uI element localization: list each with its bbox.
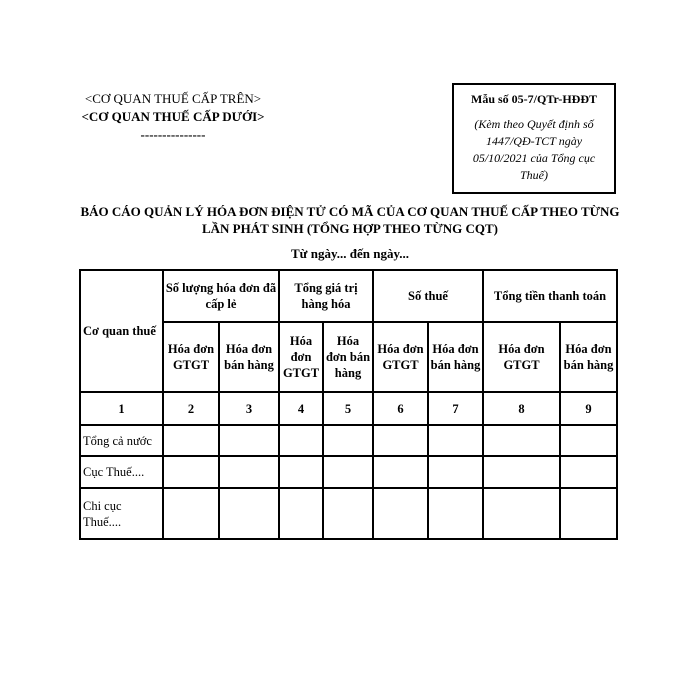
report-table bbox=[79, 269, 618, 540]
empty-cell bbox=[560, 425, 617, 456]
empty-cell bbox=[279, 488, 323, 539]
subheader-cell: Hóa đơn GTGT bbox=[163, 322, 219, 392]
group-header-row bbox=[80, 270, 617, 322]
column-number: 1 bbox=[80, 392, 163, 425]
form-code-box bbox=[452, 83, 616, 194]
upper-agency-name: <CƠ QUAN THUẾ CẤP TRÊN> bbox=[84, 91, 262, 106]
empty-cell bbox=[560, 488, 617, 539]
subheader-cell: Hóa đơn bán hàng bbox=[560, 322, 617, 392]
empty-cell bbox=[163, 425, 219, 456]
empty-cell bbox=[560, 456, 617, 488]
empty-cell bbox=[483, 425, 560, 456]
empty-cell bbox=[428, 425, 483, 456]
empty-cell bbox=[428, 488, 483, 539]
row-label-nationwide: Tổng cả nước bbox=[80, 425, 163, 456]
empty-cell bbox=[373, 456, 428, 488]
empty-cell bbox=[373, 488, 428, 539]
column-number: 8 bbox=[483, 392, 560, 425]
row-label-tax-sub-department: Chi cục Thuế.... bbox=[80, 488, 163, 539]
empty-cell bbox=[163, 456, 219, 488]
lower-agency-name: <CƠ QUAN THUẾ CẤP DƯỚI> bbox=[81, 109, 265, 124]
table-row bbox=[80, 456, 617, 488]
row-label-tax-department: Cục Thuế.... bbox=[80, 456, 163, 488]
column-number: 5 bbox=[323, 392, 373, 425]
column-number-row bbox=[80, 392, 617, 425]
group-header-invoice-count: Số lượng hóa đơn đã cấp lẻ bbox=[163, 270, 279, 322]
empty-cell bbox=[219, 456, 279, 488]
column-number: 7 bbox=[428, 392, 483, 425]
subheader-cell: Hóa đơn bán hàng bbox=[323, 322, 373, 392]
form-code: Mẫu số 05-7/QTr-HĐĐT bbox=[471, 92, 597, 106]
empty-cell bbox=[373, 425, 428, 456]
empty-cell bbox=[219, 425, 279, 456]
column-number: 6 bbox=[373, 392, 428, 425]
empty-cell bbox=[279, 456, 323, 488]
column-number: 3 bbox=[219, 392, 279, 425]
empty-cell bbox=[219, 488, 279, 539]
subheader-cell: Hóa đơn GTGT bbox=[279, 322, 323, 392]
table-row bbox=[80, 425, 617, 456]
empty-cell bbox=[483, 456, 560, 488]
report-period: Từ ngày... đến ngày... bbox=[291, 246, 409, 261]
subheader-cell: Hóa đơn GTGT bbox=[483, 322, 560, 392]
form-reference: (Kèm theo Quyết định số 1447/QĐ-TCT ngày 05/10/2021 của Tổng cục Thuế) bbox=[472, 117, 596, 182]
subheader-cell: Hóa đơn bán hàng bbox=[428, 322, 483, 392]
subheader-cell: Hóa đơn bán hàng bbox=[219, 322, 279, 392]
empty-cell bbox=[279, 425, 323, 456]
table-row bbox=[80, 488, 617, 539]
column-number: 4 bbox=[279, 392, 323, 425]
empty-cell bbox=[428, 456, 483, 488]
subheader-cell: Hóa đơn GTGT bbox=[373, 322, 428, 392]
empty-cell bbox=[323, 456, 373, 488]
group-header-total-payment: Tổng tiền thanh toán bbox=[483, 270, 617, 322]
empty-cell bbox=[323, 488, 373, 539]
group-header-tax-amount: Số thuế bbox=[373, 270, 483, 322]
empty-cell bbox=[323, 425, 373, 456]
empty-cell bbox=[163, 488, 219, 539]
group-header-goods-value: Tổng giá trị hàng hóa bbox=[279, 270, 373, 322]
issuing-agency-block bbox=[78, 90, 268, 144]
col-header-agency: Cơ quan thuế bbox=[80, 270, 163, 392]
column-number: 2 bbox=[163, 392, 219, 425]
empty-cell bbox=[483, 488, 560, 539]
separator-line: --------------- bbox=[140, 127, 206, 142]
report-title: BÁO CÁO QUẢN LÝ HÓA ĐƠN ĐIỆN TỬ CÓ MÃ CỦA CƠ QUAN THUẾ CẤP THEO TỪNG LẦN PHÁT SINH (TỔNG HỢP THEO TỪNG CQT) bbox=[80, 204, 620, 236]
column-number: 9 bbox=[560, 392, 617, 425]
